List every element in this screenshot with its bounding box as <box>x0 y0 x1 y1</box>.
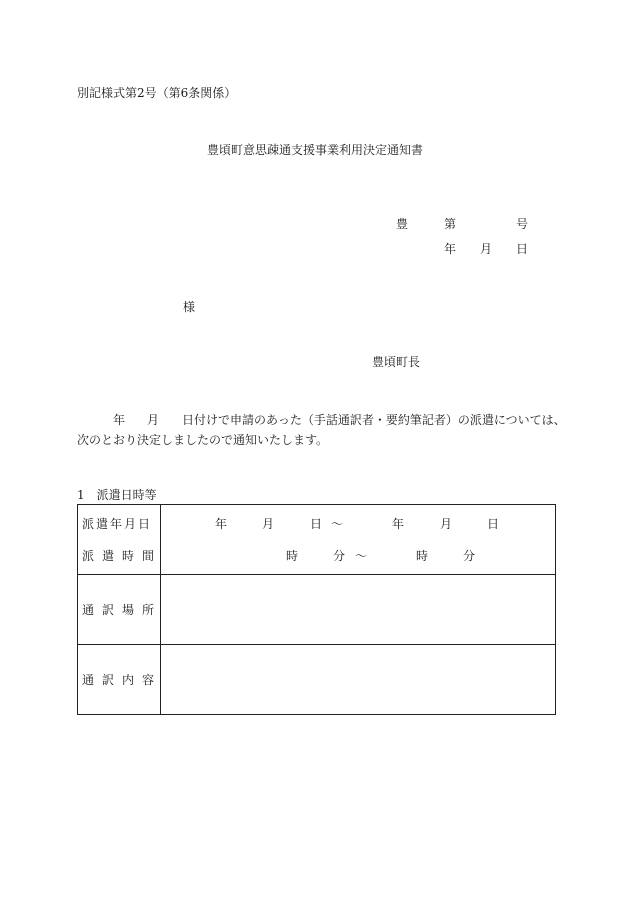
to-hour: 時 <box>416 549 429 563</box>
table-row-content <box>78 645 556 715</box>
doc-number-gou: 号 <box>516 217 529 231</box>
dispatch-table <box>77 504 556 715</box>
time-tilde: ～ <box>355 549 368 563</box>
body-month: 月 <box>147 413 160 427</box>
date-tilde: ～ <box>331 517 344 531</box>
from-year: 年 <box>215 517 228 531</box>
addressee-sama: 様 <box>183 300 196 314</box>
from-day: 日 <box>310 517 323 531</box>
body-year: 年 <box>113 413 126 427</box>
value-cell-content[interactable] <box>161 645 556 715</box>
value-cell-location[interactable] <box>161 575 556 645</box>
date-month: 月 <box>480 242 493 256</box>
table-row-dispatch-datetime <box>78 505 556 575</box>
value-cell-dispatch[interactable] <box>161 505 556 575</box>
label-interpretation-location: 通訳場所 <box>82 603 163 617</box>
form-number: 別記様式第2号（第6条関係） <box>77 86 237 100</box>
table-row-location <box>78 575 556 645</box>
from-month: 月 <box>262 517 275 531</box>
label-interpretation-content: 通訳内容 <box>82 673 163 687</box>
label-dispatch-date: 派遣年月日 <box>82 517 153 531</box>
section1-heading: 1 派遣日時等 <box>77 488 157 502</box>
label-cell-dispatch <box>78 505 161 575</box>
to-year: 年 <box>392 517 405 531</box>
date-day: 日 <box>516 242 529 256</box>
doc-number-dai: 第 <box>444 217 457 231</box>
from-hour: 時 <box>286 549 299 563</box>
document-title: 豊頃町意思疎通支援事業利用決定通知書 <box>207 143 424 157</box>
label-cell-location <box>78 575 161 645</box>
to-day: 日 <box>487 517 500 531</box>
to-minute: 分 <box>463 549 476 563</box>
doc-number-prefix: 豊 <box>396 217 409 231</box>
body-line2: 次のとおり決定しましたので通知いたします。 <box>77 433 329 447</box>
label-dispatch-time: 派遣時間 <box>82 549 163 563</box>
body-line1: 日付けで申請のあった（手話通訳者・要約筆記者）の派遣については、 <box>182 413 566 427</box>
to-month: 月 <box>440 517 453 531</box>
label-cell-content <box>78 645 161 715</box>
date-year: 年 <box>444 242 457 256</box>
issuer: 豊頃町長 <box>372 355 421 369</box>
from-minute: 分 <box>333 549 346 563</box>
